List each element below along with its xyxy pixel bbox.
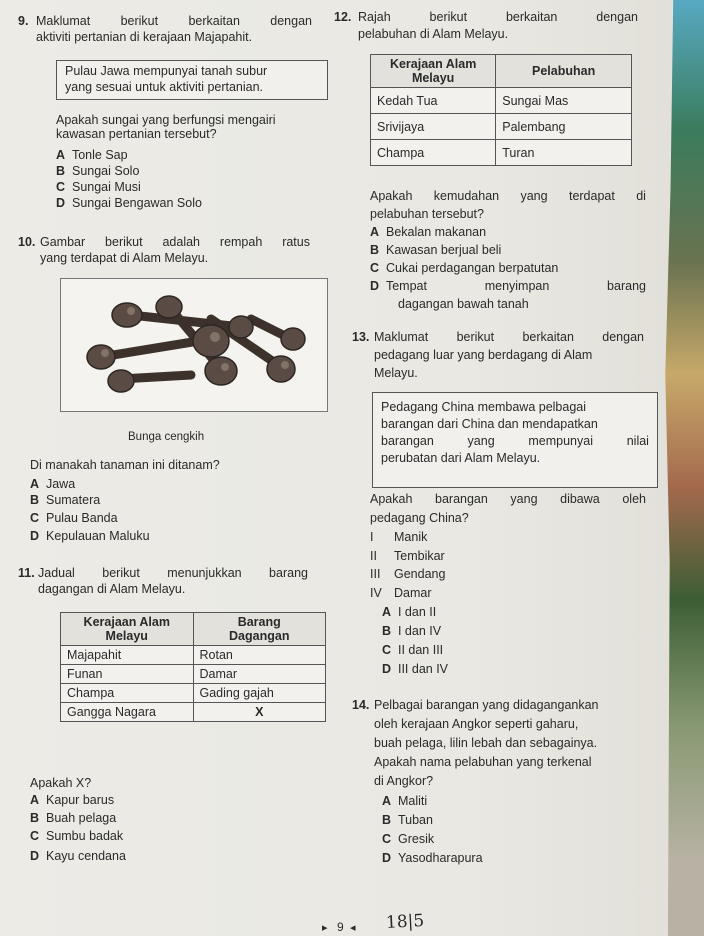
q10-number: 10. <box>18 235 36 249</box>
q13-option-c[interactable]: C II dan III <box>382 643 444 657</box>
q9-option-b[interactable]: B Sungai Solo <box>56 164 140 178</box>
q14-number: 14. <box>352 698 370 712</box>
q13-item-ii: II Tembikar <box>370 549 445 563</box>
q10-option-c[interactable]: C Pulau Banda <box>30 511 118 525</box>
q14-stem-line3: buah pelaga, lilin lebah dan sebagainya. <box>374 736 598 750</box>
q11-option-d[interactable]: D Kayu cendana <box>30 849 126 863</box>
q12-stem-line1: Rajah berikut berkaitan dengan <box>358 10 638 24</box>
q12-option-d-line2: dagangan bawah tanah <box>398 297 529 311</box>
q13-question-line1: Apakah barangan yang dibawa oleh <box>370 492 646 506</box>
q10-option-b[interactable]: B Sumatera <box>30 493 101 507</box>
q12-option-d[interactable]: D Tempat menyimpan barang <box>370 279 646 293</box>
q11-table <box>60 612 326 722</box>
handwritten-score: 18|5 <box>385 911 425 933</box>
q13-item-i: I Manik <box>370 530 428 544</box>
q9-stem-line2: aktiviti pertanian di kerajaan Majapahit. <box>36 30 253 44</box>
table-row: Champa Gading gajah <box>61 684 326 703</box>
q12-option-c[interactable]: C Cukai perdagangan berpatutan <box>370 261 559 275</box>
q9-stem-line1: Maklumat berikut berkaitan dengan <box>36 14 312 28</box>
q9-info-box: Pulau Jawa mempunyai tanah subur yang sesuai untuk aktiviti pertanian. <box>56 60 328 100</box>
q10-stem-line1: Gambar berikut adalah rempah ratus <box>40 235 310 249</box>
q14-question-line1: Apakah nama pelabuhan yang terkenal <box>374 755 592 769</box>
q12-question-line1: Apakah kemudahan yang terdapat di <box>370 189 646 203</box>
q13-option-b[interactable]: B I dan IV <box>382 624 442 638</box>
q13-item-iv: IV Damar <box>370 586 432 600</box>
q11-header-goods: Barang Dagangan <box>193 613 326 646</box>
table-row: Srivijaya Palembang <box>371 114 632 140</box>
q9-number: 9. <box>18 14 29 28</box>
q12-question-line2: pelabuhan tersebut? <box>370 207 484 221</box>
q10-option-a[interactable]: A Jawa <box>30 477 76 491</box>
table-row: Majapahit Rotan <box>61 646 326 665</box>
table-row: Funan Damar <box>61 665 326 684</box>
q9-option-d[interactable]: D Sungai Bengawan Solo <box>56 196 202 210</box>
q14-option-b[interactable]: B Tuban <box>382 813 433 827</box>
page-arrow-right-icon: ◂ <box>350 922 356 934</box>
table-row: Gangga Nagara X <box>61 703 326 722</box>
table-row: Champa Turan <box>371 140 632 166</box>
q13-option-d[interactable]: D III dan IV <box>382 662 449 676</box>
q11-question: Apakah X? <box>30 776 92 790</box>
q13-question-line2: pedagang China? <box>370 511 469 525</box>
q14-stem-line2: oleh kerajaan Angkor seperti gaharu, <box>374 717 579 731</box>
q12-option-b[interactable]: B Kawasan berjual beli <box>370 243 502 257</box>
q13-option-a[interactable]: A I dan II <box>382 605 437 619</box>
q11-table-header <box>61 613 326 646</box>
table-row: Kedah Tua Sungai Mas <box>371 88 632 114</box>
q13-number: 13. <box>352 330 370 344</box>
q9-option-a[interactable]: A Tonle Sap <box>56 148 128 162</box>
q10-stem-line2: yang terdapat di Alam Melayu. <box>40 251 209 265</box>
page-number: 9 <box>337 920 344 934</box>
q12-table-header <box>371 55 632 88</box>
q13-item-iii: III Gendang <box>370 567 446 581</box>
q11-header-kingdom: Kerajaan Alam Melayu <box>61 613 194 646</box>
q13-stem-line2: pedagang luar yang berdagang di Alam <box>374 348 593 362</box>
q9-option-c[interactable]: C Sungai Musi <box>56 180 141 194</box>
q13-info-box: Pedagang China membawa pelbagai barangan dari China dan mendapatkan barangan yang mempunyai nilai perubatan dari Alam Melayu. <box>372 392 658 488</box>
clove-photo <box>60 278 328 412</box>
q11-option-c[interactable]: C Sumbu badak <box>30 829 124 843</box>
q12-number: 12. <box>334 10 352 24</box>
q11-option-a[interactable]: A Kapur barus <box>30 793 115 807</box>
q12-header-kingdom: Kerajaan Alam Melayu <box>371 55 496 88</box>
q11-option-b[interactable]: B Buah pelaga <box>30 811 117 825</box>
q14-stem-line1: Pelbagai barangan yang didagangankan <box>374 698 599 712</box>
clove-illustration <box>61 279 327 411</box>
q10-photo-caption: Bunga cengkih <box>128 431 205 443</box>
q13-stem-line3: Melayu. <box>374 366 418 380</box>
q14-question-line2: di Angkor? <box>374 774 434 788</box>
q9-question-line2: kawasan pertanian tersebut? <box>56 127 217 141</box>
q14-option-a[interactable]: A Maliti <box>382 794 428 808</box>
q9-question-line1: Apakah sungai yang berfungsi mengairi <box>56 113 276 127</box>
q12-stem-line2: pelabuhan di Alam Melayu. <box>358 27 509 41</box>
q11-stem-line2: dagangan di Alam Melayu. <box>38 582 186 596</box>
q10-option-d[interactable]: D Kepulauan Maluku <box>30 529 150 543</box>
q13-stem-line1: Maklumat berikut berkaitan dengan <box>374 330 644 344</box>
q12-header-port: Pelabuhan <box>496 55 632 88</box>
q14-option-d[interactable]: D Yasodharapura <box>382 851 483 865</box>
q14-option-c[interactable]: C Gresik <box>382 832 435 846</box>
q12-table <box>370 54 632 166</box>
q10-question: Di manakah tanaman ini ditanam? <box>30 458 220 472</box>
q11-stem-line1: Jadual berikut menunjukkan barang <box>38 566 308 580</box>
q12-option-a[interactable]: A Bekalan makanan <box>370 225 487 239</box>
page-arrow-left-icon: ▸ <box>322 922 328 934</box>
q11-number: 11. <box>18 566 35 580</box>
